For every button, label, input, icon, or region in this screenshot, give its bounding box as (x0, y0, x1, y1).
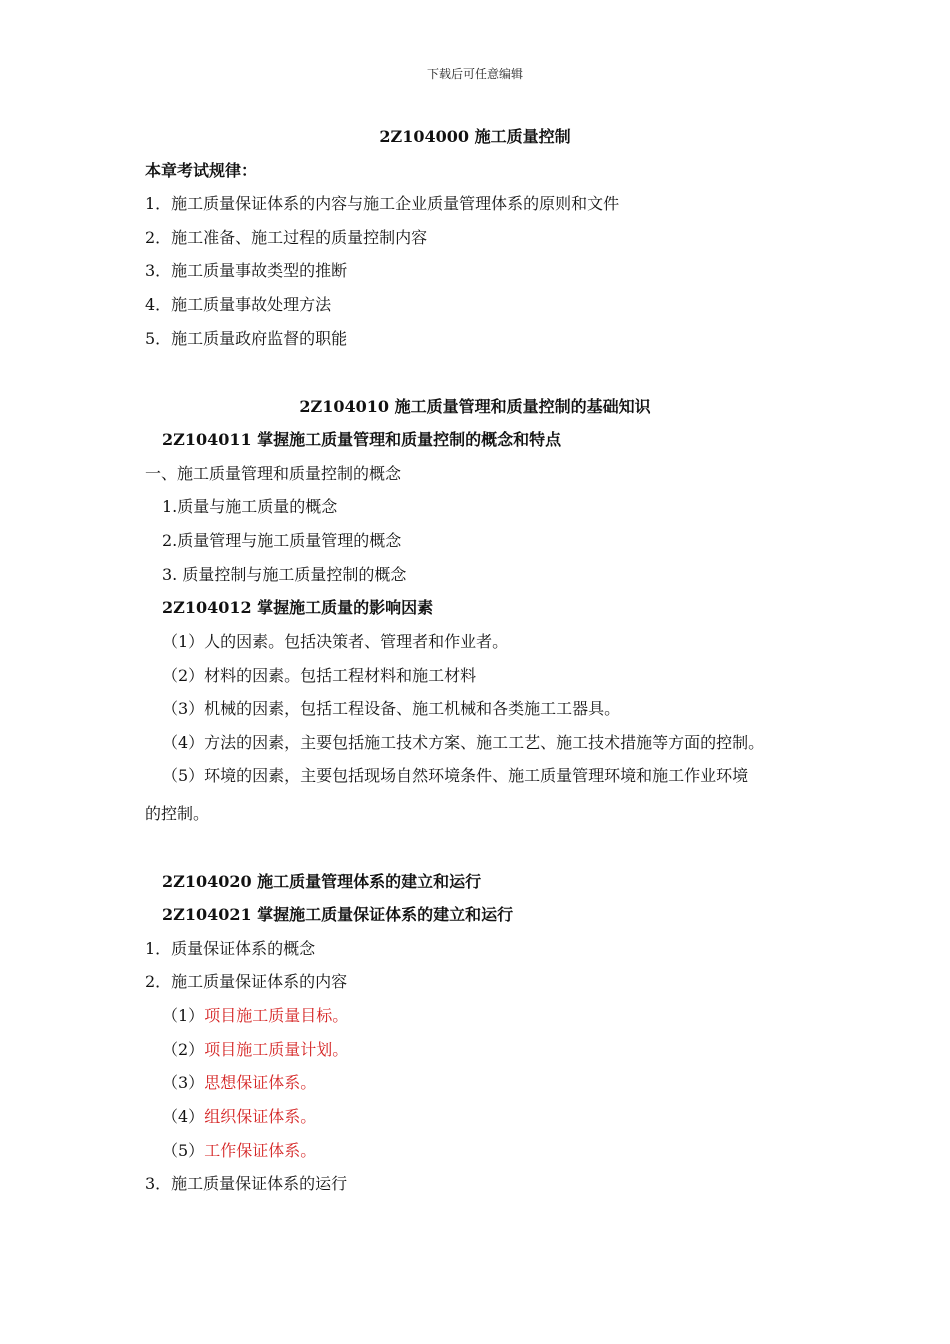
list-item: 3．施工质量保证体系的运行 (145, 1174, 348, 1193)
rule-item: 4．施工质量事故处理方法 (145, 295, 332, 314)
subsection-title: 2Z104011 掌握施工质量管理和质量控制的概念和特点 (162, 430, 562, 449)
list-item: 3. 质量控制与施工质量控制的概念 (162, 565, 407, 584)
factor-item: （3）机械的因素，包括工程设备、施工机械和各类施工工器具。 (162, 699, 621, 718)
content-item-number: （5） (162, 1141, 205, 1160)
rule-item: 2．施工准备、施工过程的质量控制内容 (145, 228, 428, 247)
factor-item: （1）人的因素。包括决策者、管理者和作业者。 (162, 632, 509, 651)
content-item-number: （3） (162, 1073, 205, 1092)
subsection-title: 2Z104021 掌握施工质量保证体系的建立和运行 (162, 905, 514, 924)
rule-item: 3．施工质量事故类型的推断 (145, 261, 348, 280)
content-item (162, 1005, 348, 1027)
part-heading: 一、施工质量管理和质量控制的概念 (145, 464, 402, 483)
list-item: 1．质量保证体系的概念 (145, 939, 316, 958)
content-item (162, 1039, 348, 1061)
factor-item: （4）方法的因素，主要包括施工技术方案、施工工艺、施工技术措施等方面的控制。 (162, 733, 765, 752)
page-header-note: 下载后可任意编辑 (426, 67, 523, 81)
content-item-text: 工作保证体系。 (204, 1141, 317, 1160)
subsection-title: 2Z104012 掌握施工质量的影响因素 (162, 598, 434, 617)
content-item (162, 1140, 316, 1162)
chapter-title: 2Z104000 施工质量控制 (379, 127, 571, 146)
section-title: 2Z104010 施工质量管理和质量控制的基础知识 (299, 397, 651, 416)
content-item-text: 项目施工质量目标。 (204, 1006, 349, 1025)
list-item: 2．施工质量保证体系的内容 (145, 972, 348, 991)
list-item: 2.质量管理与施工质量管理的概念 (162, 531, 402, 550)
content-item-text: 组织保证体系。 (204, 1107, 317, 1126)
content-item-number: （1） (162, 1006, 205, 1025)
content-item (162, 1106, 316, 1128)
content-item (162, 1072, 316, 1094)
section-title: 2Z104020 施工质量管理体系的建立和运行 (162, 872, 482, 891)
factor-item: （5）环境的因素，主要包括现场自然环境条件、施工质量管理环境和施工作业环境 (162, 766, 749, 785)
list-item: 1.质量与施工质量的概念 (162, 497, 338, 516)
content-item-number: （4） (162, 1107, 205, 1126)
factor-item: （2）材料的因素。包括工程材料和施工材料 (162, 666, 477, 685)
factor-item-continuation: 的控制。 (145, 804, 210, 823)
content-item-text: 项目施工质量计划。 (204, 1040, 349, 1059)
rules-heading: 本章考试规律： (145, 161, 258, 180)
content-item-text: 思想保证体系。 (204, 1073, 317, 1092)
rule-item: 1．施工质量保证体系的内容与施工企业质量管理体系的原则和文件 (145, 194, 620, 213)
content-item-number: （2） (162, 1040, 205, 1059)
rule-item: 5．施工质量政府监督的职能 (145, 329, 348, 348)
